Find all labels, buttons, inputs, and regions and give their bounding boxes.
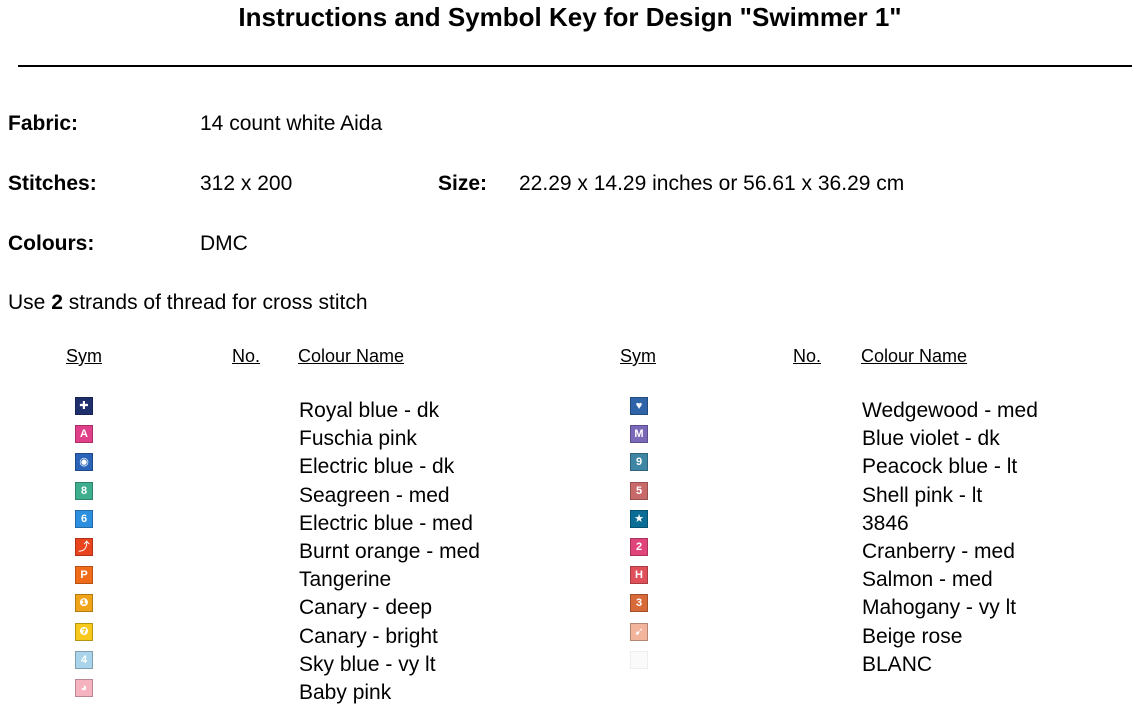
size-value: 22.29 x 14.29 inches or 56.61 x 36.29 cm	[519, 172, 905, 195]
symbol-icon: ♥	[630, 397, 648, 415]
symbol-icon: A	[75, 425, 93, 443]
fabric-value: 14 count white Aida	[200, 112, 383, 135]
colour-name: Salmon - med	[862, 568, 993, 592]
colour-name: Tangerine	[299, 568, 392, 592]
colour-name: Seagreen - med	[299, 483, 450, 507]
symbol-icon: ❶	[75, 594, 93, 612]
colour-name: BLANC	[862, 652, 933, 676]
colour-name: Fuschia pink	[299, 427, 417, 451]
colour-name: Sky blue - vy lt	[299, 652, 436, 676]
colour-name: Blue violet - dk	[862, 427, 1000, 451]
colour-name: 3846	[862, 511, 909, 535]
symbol-icon	[630, 651, 648, 669]
colour-name: Burnt orange - med	[299, 539, 480, 563]
colours-value: DMC	[200, 232, 248, 255]
symbol-icon: ✚	[75, 397, 93, 415]
left-header-name: Colour Name	[298, 346, 405, 366]
symbol-icon: 4	[75, 651, 93, 669]
symbol-icon: ➹	[630, 623, 648, 641]
title-divider	[18, 65, 1132, 67]
strands-count: 2	[51, 291, 63, 314]
page-title: Instructions and Symbol Key for Design "Swimmer 1"	[238, 2, 902, 32]
colour-name: Electric blue - med	[299, 511, 473, 535]
symbol-icon: 8	[75, 482, 93, 500]
symbol-icon: 3	[630, 594, 648, 612]
stitches-value: 312 x 200	[200, 172, 293, 195]
colour-name: Baby pink	[299, 680, 392, 704]
symbol-icon: 6	[75, 510, 93, 528]
colour-name: Shell pink - lt	[862, 483, 983, 507]
stitches-label: Stitches:	[8, 172, 97, 195]
colour-name: Cranberry - med	[862, 539, 1015, 563]
colour-name: Wedgewood - med	[862, 399, 1038, 422]
symbol-icon: H	[630, 566, 648, 584]
colour-name: Electric blue - dk	[299, 455, 455, 479]
symbol-icon: ◉	[75, 453, 93, 471]
symbol-icon: ❼	[75, 623, 93, 641]
symbol-icon: 5	[630, 482, 648, 500]
colours-label: Colours:	[8, 232, 95, 255]
colour-name: Beige rose	[862, 624, 963, 648]
strands-suffix: strands of thread for cross stitch	[62, 291, 368, 314]
symbol-icon: ⤴	[75, 538, 93, 556]
colour-name: Canary - bright	[299, 624, 438, 648]
symbol-icon: 9	[630, 453, 648, 471]
symbol-icon: ◕	[75, 679, 93, 697]
size-label: Size:	[438, 172, 488, 195]
strands-instruction	[8, 291, 368, 315]
symbol-icon: ★	[630, 510, 648, 528]
right-header-no: No.	[793, 346, 822, 366]
symbol-icon: P	[75, 566, 93, 584]
left-header-sym: Sym	[66, 346, 102, 366]
colour-name: Peacock blue - lt	[862, 455, 1018, 479]
colour-name: Mahogany - vy lt	[862, 596, 1017, 620]
symbol-icon: M	[630, 425, 648, 443]
right-header-sym: Sym	[620, 346, 656, 366]
strands-prefix: Use	[8, 291, 52, 314]
fabric-label: Fabric:	[8, 112, 79, 135]
left-header-no: No.	[232, 346, 261, 366]
symbol-icon: 2	[630, 538, 648, 556]
colour-name: Canary - deep	[299, 596, 433, 620]
colour-name: Royal blue - dk	[299, 399, 440, 422]
right-header-name: Colour Name	[861, 346, 968, 366]
